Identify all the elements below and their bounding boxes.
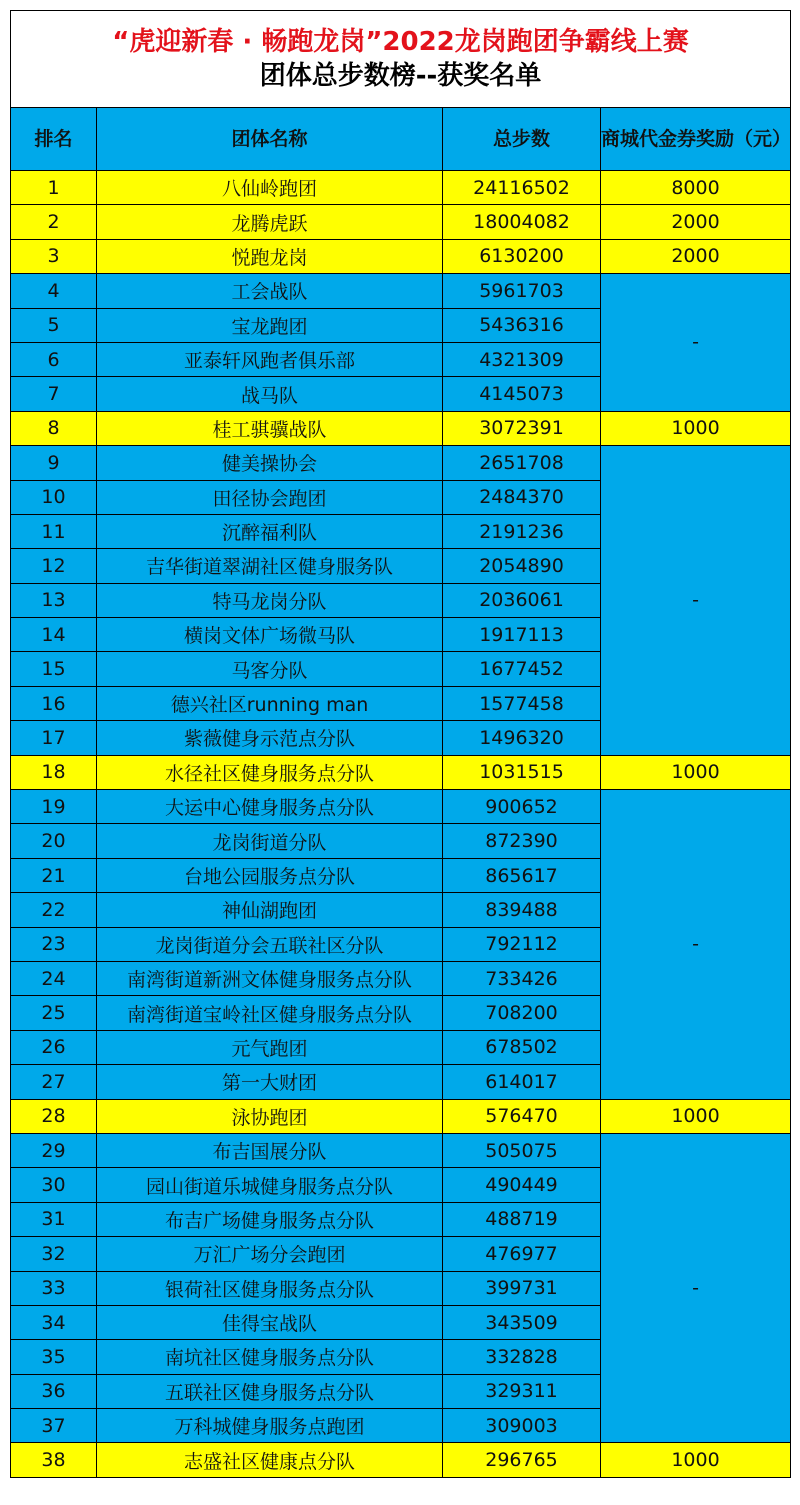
cell-rank: 37 [11,1409,97,1443]
cell-team: 悦跑龙岗 [97,239,443,273]
cell-steps: 505075 [443,1133,601,1167]
cell-rank: 24 [11,961,97,995]
table-row [11,411,791,445]
cell-steps: 6130200 [443,239,601,273]
cell-steps: 1577458 [443,686,601,720]
cell-reward: 8000 [601,171,791,205]
cell-rank: 13 [11,583,97,617]
cell-rank: 17 [11,721,97,755]
cell-rank: 30 [11,1168,97,1202]
cell-team: 马客分队 [97,652,443,686]
cell-rank: 23 [11,927,97,961]
cell-steps: 296765 [443,1443,601,1477]
cell-team: 紫薇健身示范点分队 [97,721,443,755]
cell-rank: 20 [11,824,97,858]
cell-team: 元气跑团 [97,1030,443,1064]
cell-team: 南湾街道宝岭社区健身服务点分队 [97,996,443,1030]
cell-steps: 18004082 [443,205,601,239]
cell-rank: 18 [11,755,97,789]
cell-rank: 22 [11,893,97,927]
cell-team: 八仙岭跑团 [97,171,443,205]
cell-rank: 38 [11,1443,97,1477]
cell-steps: 1917113 [443,618,601,652]
cell-rank: 9 [11,446,97,480]
cell-team: 德兴社区running man [97,686,443,720]
cell-rank: 26 [11,1030,97,1064]
cell-steps: 792112 [443,927,601,961]
cell-rank: 29 [11,1133,97,1167]
cell-rank: 1 [11,171,97,205]
cell-rank: 8 [11,411,97,445]
cell-team: 水径社区健身服务点分队 [97,755,443,789]
cell-reward: 2000 [601,205,791,239]
cell-team: 台地公园服务点分队 [97,858,443,892]
cell-steps: 4145073 [443,377,601,411]
cell-team: 工会战队 [97,274,443,308]
header-team: 团体名称 [97,108,443,171]
cell-rank: 10 [11,480,97,514]
cell-steps: 1031515 [443,755,601,789]
cell-steps: 5436316 [443,308,601,342]
award-sheet [0,10,800,1505]
cell-steps: 900652 [443,790,601,824]
cell-steps: 1677452 [443,652,601,686]
cell-rank: 28 [11,1099,97,1133]
cell-team: 战马队 [97,377,443,411]
table-row [11,239,791,273]
cell-steps: 3072391 [443,411,601,445]
cell-reward: - [601,274,791,412]
cell-reward: 1000 [601,411,791,445]
cell-team: 五联社区健身服务点分队 [97,1374,443,1408]
cell-rank: 35 [11,1340,97,1374]
table-row [11,446,791,480]
cell-team: 万科城健身服务点跑团 [97,1409,443,1443]
cell-reward: - [601,790,791,1100]
cell-reward: - [601,446,791,756]
cell-reward: 1000 [601,1443,791,1477]
table-row [11,274,791,308]
cell-steps: 24116502 [443,171,601,205]
cell-rank: 12 [11,549,97,583]
cell-steps: 576470 [443,1099,601,1133]
cell-steps: 2054890 [443,549,601,583]
cell-team: 志盛社区健康点分队 [97,1443,443,1477]
cell-team: 横岗文体广场微马队 [97,618,443,652]
cell-team: 宝龙跑团 [97,308,443,342]
cell-steps: 5961703 [443,274,601,308]
cell-team: 布吉国展分队 [97,1133,443,1167]
page-title: “虎迎新春 · 畅跑龙岗”2022龙岗跑团争霸线上赛 [112,27,689,57]
cell-team: 神仙湖跑团 [97,893,443,927]
cell-steps: 2036061 [443,583,601,617]
cell-steps: 708200 [443,996,601,1030]
cell-team: 第一大财团 [97,1065,443,1099]
table-row [11,171,791,205]
cell-rank: 36 [11,1374,97,1408]
cell-rank: 34 [11,1305,97,1339]
cell-rank: 27 [11,1065,97,1099]
cell-rank: 5 [11,308,97,342]
cell-team: 万汇广场分会跑团 [97,1237,443,1271]
cell-steps: 2191236 [443,514,601,548]
cell-steps: 490449 [443,1168,601,1202]
title-block [11,11,791,108]
table-row [11,1443,791,1477]
cell-steps: 839488 [443,893,601,927]
cell-rank: 31 [11,1202,97,1236]
cell-steps: 2484370 [443,480,601,514]
cell-steps: 488719 [443,1202,601,1236]
cell-team: 田径协会跑团 [97,480,443,514]
cell-team: 大运中心健身服务点分队 [97,790,443,824]
cell-rank: 25 [11,996,97,1030]
cell-steps: 329311 [443,1374,601,1408]
cell-reward: 2000 [601,239,791,273]
cell-team: 桂工骐骥战队 [97,411,443,445]
cell-rank: 21 [11,858,97,892]
cell-rank: 4 [11,274,97,308]
table-row [11,1099,791,1133]
cell-steps: 733426 [443,961,601,995]
cell-rank: 6 [11,342,97,376]
cell-team: 吉华街道翠湖社区健身服务队 [97,549,443,583]
table-row [11,755,791,789]
cell-team: 健美操协会 [97,446,443,480]
cell-steps: 309003 [443,1409,601,1443]
cell-team: 银荷社区健身服务点分队 [97,1271,443,1305]
header-row [11,108,791,171]
cell-team: 沉醉福利队 [97,514,443,548]
cell-steps: 343509 [443,1305,601,1339]
header-steps: 总步数 [443,108,601,171]
cell-team: 特马龙岗分队 [97,583,443,617]
cell-rank: 7 [11,377,97,411]
cell-rank: 33 [11,1271,97,1305]
cell-steps: 872390 [443,824,601,858]
cell-steps: 4321309 [443,342,601,376]
page-subtitle: 团体总步数榜--获奖名单 [259,61,542,91]
cell-reward: - [601,1133,791,1443]
cell-steps: 614017 [443,1065,601,1099]
cell-team: 南湾街道新洲文体健身服务点分队 [97,961,443,995]
cell-team: 龙岗街道分会五联社区分队 [97,927,443,961]
cell-rank: 14 [11,618,97,652]
cell-rank: 32 [11,1237,97,1271]
table-row [11,205,791,239]
header-reward: 商城代金券奖励（元） [601,108,791,171]
cell-team: 南坑社区健身服务点分队 [97,1340,443,1374]
table-row [11,1133,791,1167]
cell-rank: 3 [11,239,97,273]
cell-steps: 476977 [443,1237,601,1271]
cell-team: 龙腾虎跃 [97,205,443,239]
cell-steps: 2651708 [443,446,601,480]
cell-steps: 678502 [443,1030,601,1064]
cell-rank: 19 [11,790,97,824]
cell-steps: 865617 [443,858,601,892]
cell-reward: 1000 [601,1099,791,1133]
header-rank: 排名 [11,108,97,171]
cell-steps: 332828 [443,1340,601,1374]
cell-rank: 11 [11,514,97,548]
cell-team: 布吉广场健身服务点分队 [97,1202,443,1236]
cell-rank: 2 [11,205,97,239]
cell-steps: 1496320 [443,721,601,755]
cell-team: 亚泰轩风跑者俱乐部 [97,342,443,376]
cell-rank: 16 [11,686,97,720]
ranking-table [10,10,791,1478]
cell-steps: 399731 [443,1271,601,1305]
cell-team: 龙岗街道分队 [97,824,443,858]
cell-reward: 1000 [601,755,791,789]
cell-team: 泳协跑团 [97,1099,443,1133]
cell-rank: 15 [11,652,97,686]
table-row [11,790,791,824]
cell-team: 佳得宝战队 [97,1305,443,1339]
cell-team: 园山街道乐城健身服务点分队 [97,1168,443,1202]
